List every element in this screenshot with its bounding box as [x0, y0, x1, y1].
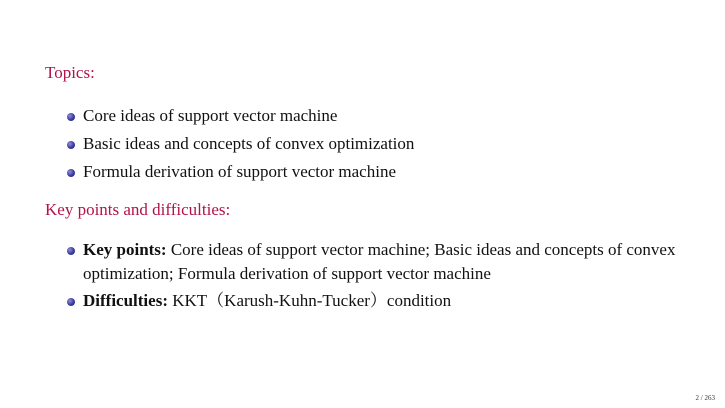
- topics-list: [67, 102, 697, 186]
- list-item: [67, 130, 697, 158]
- key-points-heading: Key points and difficulties:: [45, 200, 231, 219]
- difficulties-text: KKT（Karush-Kuhn-Tucker）condition: [167, 291, 452, 310]
- topics-heading: Topics:: [45, 63, 95, 82]
- list-item-text: Formula derivation of support vector machine: [83, 162, 396, 181]
- bullet-icon: [67, 141, 75, 149]
- page-number: 2 / 263: [695, 394, 715, 402]
- list-item: [67, 289, 697, 313]
- bullet-icon: [67, 169, 75, 177]
- key-points-label: Key points:: [83, 240, 167, 259]
- list-item: [67, 158, 697, 186]
- list-item: [67, 102, 697, 130]
- key-points-list: [67, 238, 697, 316]
- bullet-icon: [67, 113, 75, 121]
- list-item-text: Core ideas of support vector machine: [83, 106, 338, 125]
- bullet-icon: [67, 247, 75, 255]
- list-item: [67, 238, 697, 286]
- difficulties-label: Difficulties:: [83, 291, 168, 310]
- list-item-text: Basic ideas and concepts of convex optimization: [83, 134, 415, 153]
- key-points-text: Core ideas of support vector machine; Basic ideas and concepts of convex optimization; Formula derivation of support vector machine: [83, 240, 676, 283]
- bullet-icon: [67, 298, 75, 306]
